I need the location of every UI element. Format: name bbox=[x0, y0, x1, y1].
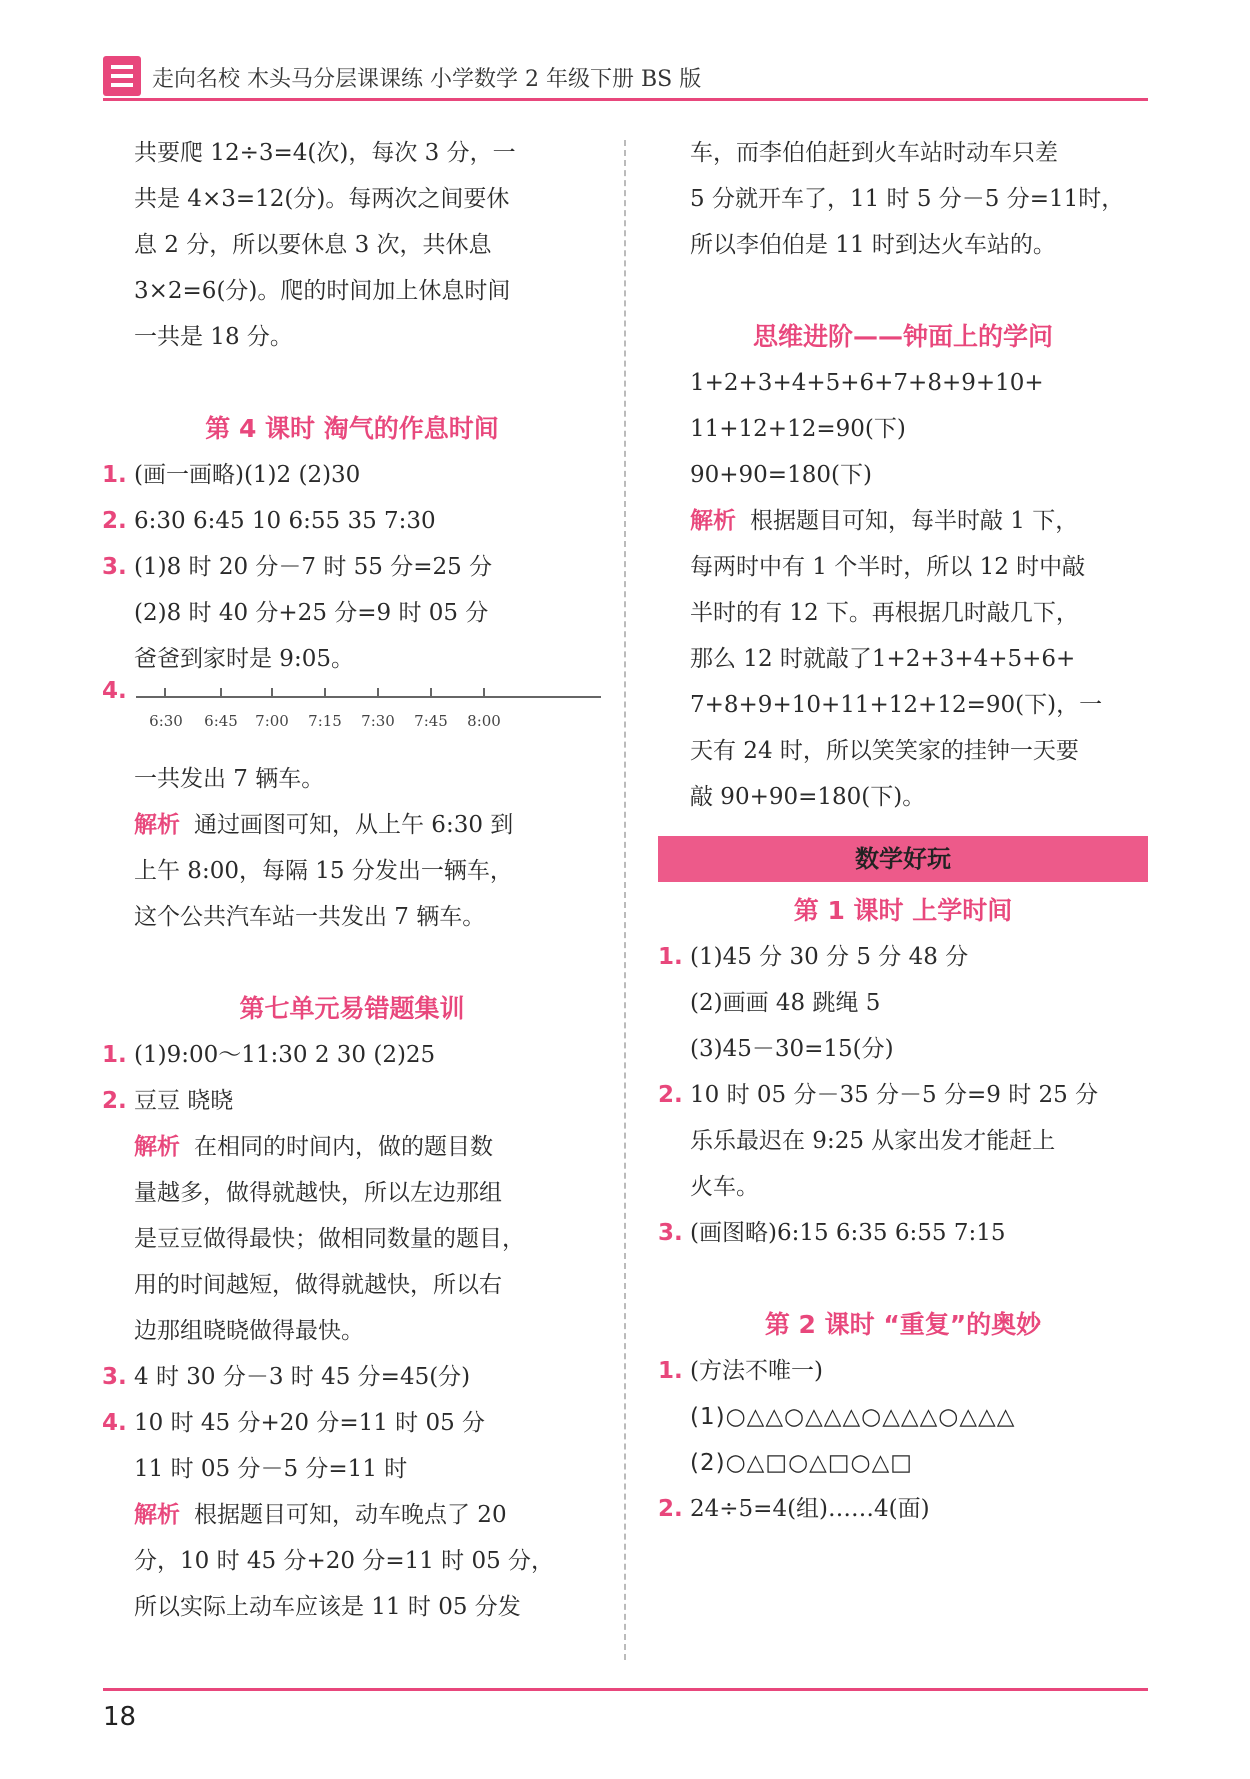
timeline-label: 8:00 bbox=[467, 712, 501, 730]
column-divider bbox=[624, 140, 626, 1660]
section-title-thinking: 思维进阶——钟面上的学问 bbox=[752, 322, 1053, 351]
question-number: 2. bbox=[102, 1088, 127, 1114]
left-column bbox=[102, 130, 602, 1630]
analysis-text: 根据题目可知，每半时敲 1 下， bbox=[750, 508, 1079, 534]
analysis-text: 在相同的时间内，做的题目数 bbox=[194, 1134, 493, 1160]
header-title: 走向名校 木头马分层课课练 小学数学 2 年级下册 BS 版 bbox=[152, 67, 702, 92]
section-banner: 数学好玩 bbox=[658, 836, 1148, 882]
answer: 6:30 6:45 10 6:55 35 7:30 bbox=[134, 508, 436, 534]
question-number: 2. bbox=[102, 508, 127, 534]
analysis-text: 根据题目可知，动车晚点了 20 bbox=[194, 1502, 507, 1528]
analysis-text: 边那组晓晓做得最快。 bbox=[134, 1318, 364, 1344]
timeline-axis bbox=[136, 696, 601, 698]
question-number: 3. bbox=[102, 554, 127, 580]
answer: (3)45－30=15(分) bbox=[690, 1036, 894, 1062]
timeline-label: 6:45 bbox=[204, 712, 238, 730]
footer-rule bbox=[103, 1688, 1148, 1691]
answer: 11 时 05 分－5 分=11 时 bbox=[134, 1456, 408, 1482]
timeline-tick bbox=[164, 688, 166, 697]
timeline-label: 7:00 bbox=[255, 712, 289, 730]
question-number: 1. bbox=[102, 462, 127, 488]
question-number: 3. bbox=[658, 1220, 683, 1246]
analysis-text: 那么 12 时就敲了1+2+3+4+5+6+ bbox=[690, 646, 1076, 672]
answer: 90+90=180(下) bbox=[690, 462, 872, 488]
timeline-tick bbox=[324, 688, 326, 697]
text-line: 3×2=6(分)。爬的时间加上休息时间 bbox=[134, 278, 511, 304]
answer: 11+12+12=90(下) bbox=[690, 416, 906, 442]
answer: 豆豆 晓晓 bbox=[134, 1088, 234, 1114]
section-title-lesson4: 第 4 课时 淘气的作息时间 bbox=[205, 414, 499, 443]
answer: (1)8 时 20 分－7 时 55 分=25 分 bbox=[134, 554, 493, 580]
answer: (画一画略)(1)2 (2)30 bbox=[134, 462, 361, 488]
question-number: 1. bbox=[658, 1358, 683, 1384]
answer: (方法不唯一) bbox=[690, 1358, 823, 1384]
answer: (画图略)6:15 6:35 6:55 7:15 bbox=[690, 1220, 1006, 1246]
answer: 乐乐最迟在 9:25 从家出发才能赶上 bbox=[690, 1128, 1056, 1154]
timeline-tick bbox=[220, 688, 222, 697]
right-column bbox=[658, 130, 1148, 1532]
timeline-label: 7:30 bbox=[361, 712, 395, 730]
analysis-label: 解析 bbox=[134, 1134, 180, 1160]
question-number: 2. bbox=[658, 1082, 683, 1108]
answer: 24÷5=4(组)……4(面) bbox=[690, 1496, 930, 1522]
shape-pattern: (1)○△△○△△△○△△△○△△△ bbox=[690, 1404, 1016, 1430]
answer: (2)8 时 40 分+25 分=9 时 05 分 bbox=[134, 600, 489, 626]
shape-pattern: (2)○△□○△□○△□ bbox=[690, 1450, 914, 1476]
analysis-text: 所以实际上动车应该是 11 时 05 分发 bbox=[134, 1594, 521, 1620]
header-rule bbox=[103, 98, 1148, 101]
analysis-label: 解析 bbox=[134, 1502, 180, 1528]
timeline-tick bbox=[483, 688, 485, 697]
question-number: 1. bbox=[658, 944, 683, 970]
analysis-text: 用的时间越短，做得就越快，所以右 bbox=[134, 1272, 502, 1298]
question-number: 4. bbox=[102, 1410, 127, 1436]
text-line: 车，而李伯伯赶到火车站时动车只差 bbox=[690, 140, 1058, 166]
header-icon bbox=[103, 56, 141, 96]
timeline-label: 7:15 bbox=[308, 712, 342, 730]
timeline bbox=[102, 678, 602, 756]
timeline-tick bbox=[271, 688, 273, 697]
answer: 10 时 45 分+20 分=11 时 05 分 bbox=[134, 1410, 486, 1436]
analysis-text: 这个公共汽车站一共发出 7 辆车。 bbox=[134, 904, 486, 930]
answer: 1+2+3+4+5+6+7+8+9+10+ bbox=[690, 370, 1044, 396]
analysis-label: 解析 bbox=[134, 812, 180, 838]
answer: (1)9:00～11:30 2 30 (2)25 bbox=[134, 1042, 436, 1068]
text-line: 5 分就开车了，11 时 5 分－5 分=11时， bbox=[690, 186, 1125, 212]
analysis-text: 通过画图可知，从上午 6:30 到 bbox=[194, 812, 514, 838]
question-number: 2. bbox=[658, 1496, 683, 1522]
section-title-unit7: 第七单元易错题集训 bbox=[239, 994, 465, 1023]
answer: 火车。 bbox=[690, 1174, 759, 1200]
timeline-label: 7:45 bbox=[414, 712, 448, 730]
question-number: 4. bbox=[102, 678, 127, 704]
answer: 4 时 30 分－3 时 45 分=45(分) bbox=[134, 1364, 471, 1390]
analysis-text: 敲 90+90=180(下)。 bbox=[690, 784, 926, 810]
analysis-label: 解析 bbox=[690, 508, 736, 534]
analysis-text: 每两时中有 1 个半时，所以 12 时中敲 bbox=[690, 554, 1086, 580]
analysis-text: 是豆豆做得最快；做相同数量的题目， bbox=[134, 1226, 525, 1252]
timeline-tick bbox=[430, 688, 432, 697]
timeline-tick bbox=[377, 688, 379, 697]
analysis-text: 7+8+9+10+11+12+12=90(下)，一 bbox=[690, 692, 1103, 718]
analysis-text: 分，10 时 45 分+20 分=11 时 05 分， bbox=[134, 1548, 555, 1574]
answer: 10 时 05 分－35 分－5 分=9 时 25 分 bbox=[690, 1082, 1099, 1108]
analysis-text: 上午 8:00，每隔 15 分发出一辆车， bbox=[134, 858, 513, 884]
text-line: 所以李伯伯是 11 时到达火车站的。 bbox=[690, 232, 1056, 258]
analysis-text: 半时的有 12 下。再根据几时敲几下， bbox=[690, 600, 1079, 626]
section-title-fun1: 第 1 课时 上学时间 bbox=[793, 896, 1013, 925]
section-title-fun2: 第 2 课时 “重复”的奥妙 bbox=[764, 1310, 1042, 1339]
analysis-text: 量越多，做得就越快，所以左边那组 bbox=[134, 1180, 502, 1206]
page-number: 18 bbox=[103, 1702, 137, 1732]
answer: (1)45 分 30 分 5 分 48 分 bbox=[690, 944, 969, 970]
answer: 爸爸到家时是 9:05。 bbox=[134, 646, 354, 672]
text-line: 息 2 分，所以要休息 3 次，共休息 bbox=[134, 232, 492, 258]
text-line: 一共是 18 分。 bbox=[134, 324, 293, 350]
question-number: 3. bbox=[102, 1364, 127, 1390]
analysis-text: 天有 24 时，所以笑笑家的挂钟一天要 bbox=[690, 738, 1079, 764]
question-number: 1. bbox=[102, 1042, 127, 1068]
text-line: 共要爬 12÷3=4(次)，每次 3 分，一 bbox=[134, 140, 516, 166]
timeline-label: 6:30 bbox=[149, 712, 183, 730]
answer: 一共发出 7 辆车。 bbox=[134, 766, 325, 792]
answer: (2)画画 48 跳绳 5 bbox=[690, 990, 881, 1016]
text-line: 共是 4×3=12(分)。每两次之间要休 bbox=[134, 186, 510, 212]
